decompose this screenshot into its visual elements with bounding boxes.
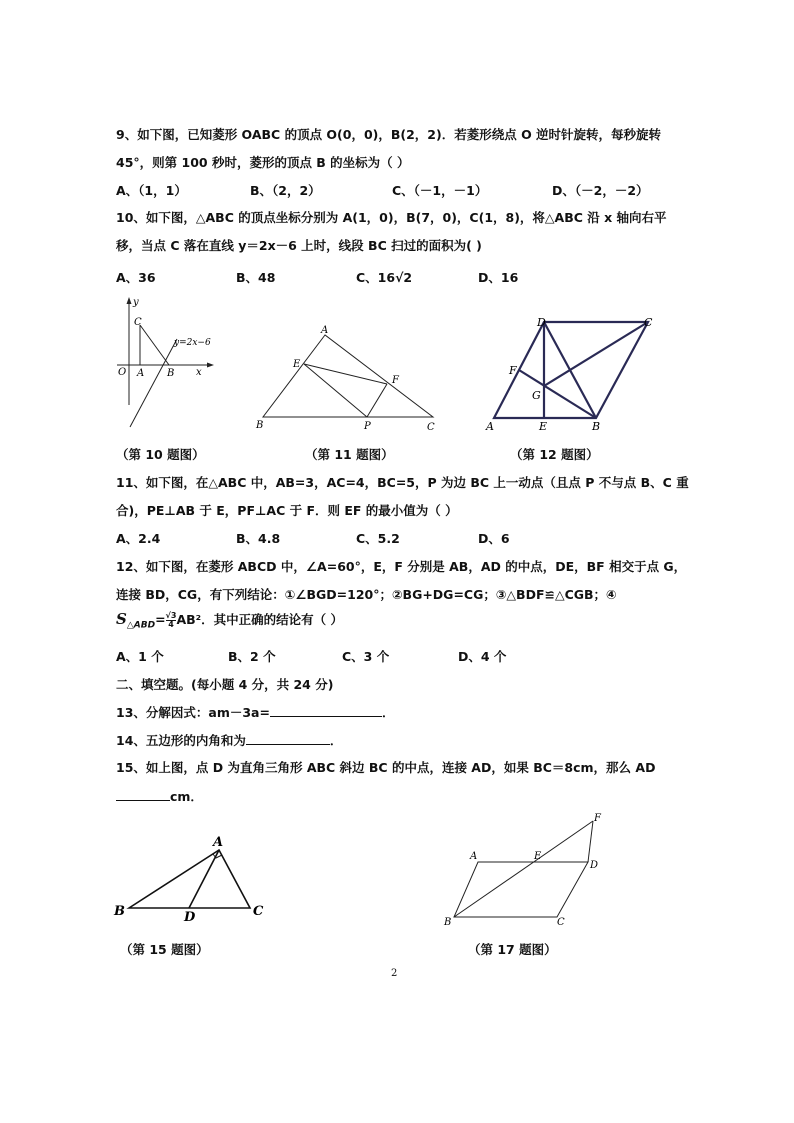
- q10-option-b: B、48: [236, 270, 276, 285]
- fig15-label-b: B: [114, 904, 125, 919]
- figure-17: [440, 813, 610, 928]
- fig12-label-e: E: [539, 420, 548, 433]
- fig17-label-e: E: [534, 851, 542, 862]
- fig10-label-c: C: [134, 317, 142, 328]
- q11-option-c: C、5.2: [356, 531, 400, 546]
- fig12-label-g: G: [532, 389, 541, 402]
- fig17-caption: （第 17 题图）: [468, 942, 557, 957]
- q14-text: 14、五边形的内角和为: [116, 733, 246, 748]
- q12-option-a: A、1 个: [116, 649, 164, 664]
- q12-fraction: [166, 612, 177, 629]
- fig11-label-c: C: [427, 422, 435, 433]
- figure-12: [482, 310, 662, 435]
- q13-end: ．: [381, 705, 395, 720]
- q12-line3-rest: AB²．其中正确的结论有（ ）: [176, 612, 343, 627]
- q11-option-a: A、2.4: [116, 531, 161, 546]
- fig17-label-f: F: [594, 813, 601, 824]
- q10-line2: 移，当点 C 落在直线 y＝2x－6 上时，线段 BC 扫过的面积为( ): [116, 238, 482, 253]
- q15-answer-blank: [116, 788, 170, 801]
- fig11-label-b: B: [256, 420, 264, 431]
- fig12-label-b: B: [592, 420, 601, 433]
- fig10-label-o: O: [118, 367, 127, 378]
- q12-option-b: B、2 个: [228, 649, 276, 664]
- q9-line2: 45°，则第 100 秒时，菱形的顶点 B 的坐标为（ ）: [116, 155, 410, 170]
- fig10-label-a: A: [137, 368, 145, 379]
- page-number: 2: [391, 968, 398, 979]
- q12-line2: 连接 BD，CG，有下列结论：①∠BGD=120°；②BG+DG=CG；③△BDF≌△CGB；④: [116, 587, 617, 602]
- q12-option-c: C、3 个: [342, 649, 390, 664]
- fig10-caption: （第 10 题图）: [116, 447, 205, 462]
- fig10-label-x: x: [196, 367, 202, 378]
- fig11-label-a: A: [321, 325, 329, 336]
- fig11-label-p: P: [364, 421, 371, 432]
- fig12-caption: （第 12 题图）: [510, 447, 599, 462]
- fig10-label-b: B: [167, 368, 175, 379]
- q9-option-b: B、（2，2）: [250, 183, 321, 198]
- fig15-caption: （第 15 题图）: [120, 942, 209, 957]
- figure-11: [255, 323, 455, 433]
- figure-15: [112, 828, 272, 923]
- fig17-label-c: C: [557, 917, 565, 928]
- q12-line3: [116, 610, 343, 631]
- q10-option-a: A、36: [116, 270, 156, 285]
- fig17-label-d: D: [590, 860, 599, 871]
- q10-option-c: C、16√2: [356, 270, 413, 285]
- fig12-label-c: C: [644, 316, 653, 329]
- q12-fraction-num: √3: [165, 611, 177, 620]
- q14-answer-blank: [246, 732, 330, 745]
- section-2-heading: 二、填空题。(每小题 4 分，共 24 分): [116, 677, 334, 692]
- fig10-label-line: y=2x−6: [174, 338, 211, 348]
- q12-line1: 12、如下图，在菱形 ABCD 中，∠A=60°，E，F 分别是 AB，AD 的中点，DE，BF 相交于点 G，: [116, 559, 687, 574]
- q11-option-d: D、6: [478, 531, 510, 546]
- fig11-label-f: F: [392, 375, 399, 386]
- q15-line1: 15、如上图，点 D 为直角三角形 ABC 斜边 BC 的中点，连接 AD，如果 BC＝8cm，那么 AD: [116, 760, 656, 775]
- q11-option-b: B、4.8: [236, 531, 281, 546]
- fig12-label-a: A: [486, 420, 494, 433]
- q13: [116, 703, 394, 721]
- q14: [116, 731, 342, 749]
- fig15-label-c: C: [253, 904, 264, 919]
- q15-line2: [116, 787, 203, 805]
- q12-fraction-den: 4: [168, 620, 174, 629]
- fig15-label-a: A: [213, 835, 224, 850]
- q15-end: cm．: [170, 789, 203, 804]
- q14-end: ．: [329, 733, 343, 748]
- q13-text: 13、分解因式：am－3a=: [116, 705, 270, 720]
- figure-10: [112, 295, 222, 430]
- q9-line1: 9、如下图，已知菱形 OABC 的顶点 O(0，0)，B(2，2)．若菱形绕点 O 逆时针旋转，每秒旋转: [116, 127, 662, 142]
- q9-option-a: A、（1，1）: [116, 183, 187, 198]
- fig11-caption: （第 11 题图）: [305, 447, 394, 462]
- q9-option-c: C、（－1，－1）: [392, 183, 488, 198]
- fig15-label-d: D: [184, 910, 196, 925]
- fig10-label-y: y: [133, 297, 139, 308]
- q11-line1: 11、如下图，在△ABC 中，AB=3，AC=4，BC=5，P 为边 BC 上一动点（且点 P 不与点 B、C 重: [116, 475, 689, 490]
- q10-option-d: D、16: [478, 270, 519, 285]
- fig11-label-e: E: [293, 359, 301, 370]
- q13-answer-blank: [270, 704, 382, 717]
- fig12-label-d: D: [537, 316, 546, 329]
- q12-area-subscript: △ABD: [126, 620, 156, 631]
- fig17-label-b: B: [444, 917, 452, 928]
- q12-option-d: D、4 个: [458, 649, 507, 664]
- q12-area-symbol: S: [116, 610, 127, 628]
- fig12-label-f: F: [509, 364, 517, 377]
- q10-line1: 10、如下图，△ABC 的顶点坐标分别为 A(1，0)，B(7，0)，C(1，8)，将△ABC 沿 x 轴向右平: [116, 210, 667, 225]
- fig17-label-a: A: [470, 851, 478, 862]
- q12-equals: =: [155, 612, 166, 627]
- q9-option-d: D、（－2，－2）: [552, 183, 649, 198]
- q11-line2: 合)，PE⊥AB 于 E，PF⊥AC 于 F．则 EF 的最小值为（ ）: [116, 503, 458, 518]
